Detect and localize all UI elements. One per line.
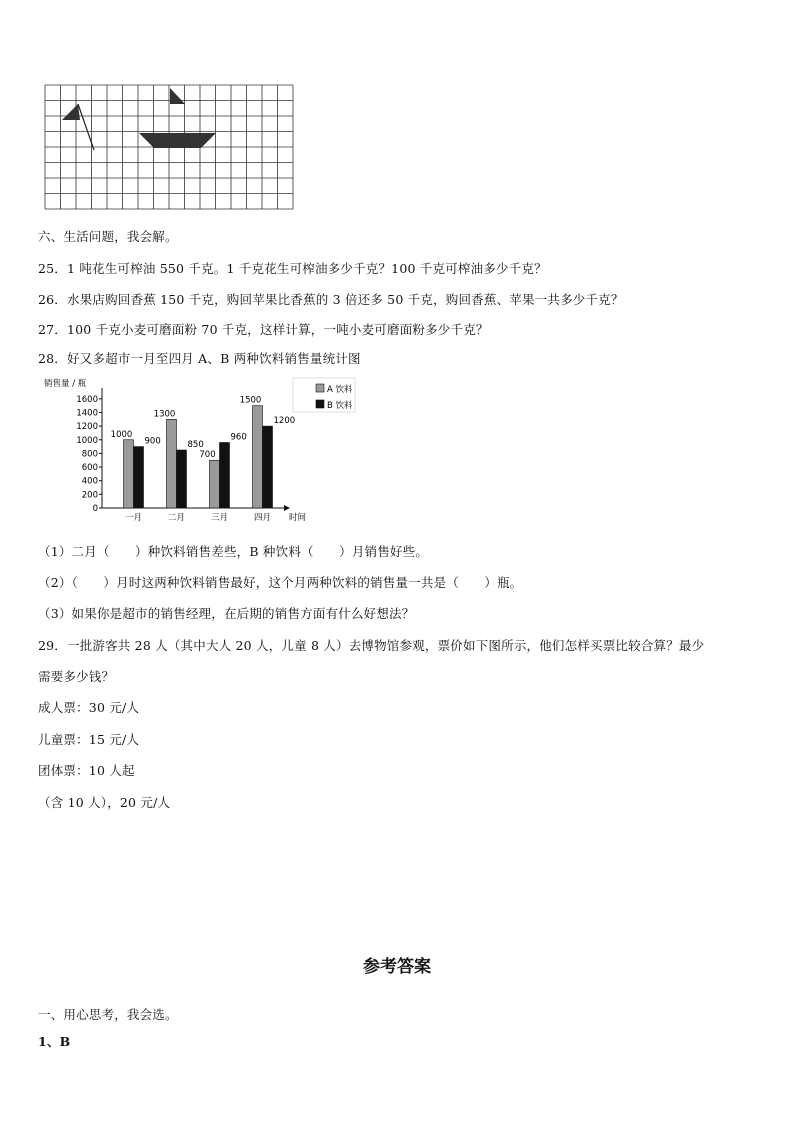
question-25: 25．1 吨花生可榨油 550 千克。1 千克花生可榨油多少千克？100 千克可榨油多少千克？: [38, 261, 547, 276]
question-28-sub3: （3）如果你是超市的销售经理，在后期的销售方面有什么好想法？: [38, 606, 415, 621]
legend-label: A 饮料: [327, 385, 353, 395]
y-tick-label: 1400: [76, 408, 98, 419]
question-28-sub2: （2）（ ）月时这两种饮料销售最好，这个月两种饮料的销售量一共是（ ）瓶。: [38, 575, 523, 590]
question-26: 26．水果店购回香蕉 150 千克，购回苹果比香蕉的 3 倍还多 50 千克，购回香蕉、苹果一共多少千克？: [38, 292, 624, 307]
y-axis-label: 销售量 / 瓶: [44, 379, 87, 389]
answer-1: 1、B: [38, 1034, 71, 1049]
bar-b: [263, 426, 273, 508]
bar-a: [124, 440, 134, 508]
question-28-sub1: （1）二月（ ）种饮料销售差些，B 种饮料（ ）月销售好些。: [38, 544, 429, 559]
bar-value-label: 900: [144, 436, 161, 447]
ticket-adult: 成人票：30 元/人: [38, 700, 140, 715]
x-axis-label: 时间: [289, 513, 307, 523]
y-tick-label: 1200: [76, 422, 98, 433]
bar-value-label: 960: [230, 432, 247, 443]
x-tick-label: 一月: [124, 513, 143, 523]
y-tick-label: 600: [81, 463, 98, 474]
ticket-child: 儿童票：15 元/人: [38, 732, 140, 747]
ticket-group: 团体票：10 人起: [38, 763, 135, 778]
x-tick-label: 二月: [167, 513, 186, 523]
answers-section-1-heading: 一、用心思考，我会选。: [38, 1007, 178, 1022]
question-27: 27．100 千克小麦可磨面粉 70 千克，这样计算，一吨小麦可磨面粉多少千克？: [38, 322, 489, 337]
ticket-group-detail: （含 10 人），20 元/人: [38, 795, 171, 810]
legend-label: B 饮料: [327, 401, 353, 411]
bar-value-label: 700: [199, 450, 216, 461]
x-tick-label: 四月: [253, 513, 272, 523]
section-6-heading: 六、生活问题，我会解。: [38, 229, 178, 244]
sales-bar-chart: [40, 374, 360, 526]
x-axis-arrow: [284, 505, 290, 511]
legend-swatch: [316, 384, 324, 392]
trapezoid: [139, 133, 216, 148]
bar-value-label: 1300: [153, 409, 176, 420]
y-tick-label: 200: [81, 490, 98, 501]
chart-marks: [111, 396, 295, 523]
answers-title: 参考答案: [363, 957, 431, 977]
bar-b: [134, 447, 144, 508]
bar-value-label: 1500: [239, 395, 262, 406]
bar-b: [220, 442, 230, 508]
legend-swatch: [316, 400, 324, 408]
bar-value-label: 850: [187, 440, 204, 450]
y-tick-label: 1000: [76, 435, 98, 446]
bar-value-label: 1200: [273, 416, 296, 427]
y-tick-label: 400: [81, 476, 98, 487]
y-tick-label: 0: [92, 504, 98, 514]
bar-value-label: 1000: [110, 429, 133, 440]
top-triangle: [170, 88, 185, 104]
question-29-line1: 29．一批游客共 28 人（其中大人 20 人，儿童 8 人）去博物馆参观，票价如下图所示，他们怎样买票比较合算？最少: [38, 638, 705, 653]
y-tick-label: 800: [81, 449, 98, 460]
bar-a: [210, 460, 220, 508]
bar-a: [167, 419, 177, 508]
chart-legend: [293, 378, 355, 412]
left-triangle: [62, 104, 80, 120]
bar-b: [177, 450, 187, 508]
question-28-title: 28．好又多超市一月至四月 A、B 两种饮料销售量统计图: [38, 351, 361, 366]
question-29-line2: 需要多少钱？: [38, 669, 115, 684]
y-tick-label: 1600: [76, 394, 98, 405]
x-tick-label: 三月: [210, 513, 229, 523]
grid-figure: [44, 84, 296, 214]
bar-a: [253, 406, 263, 508]
